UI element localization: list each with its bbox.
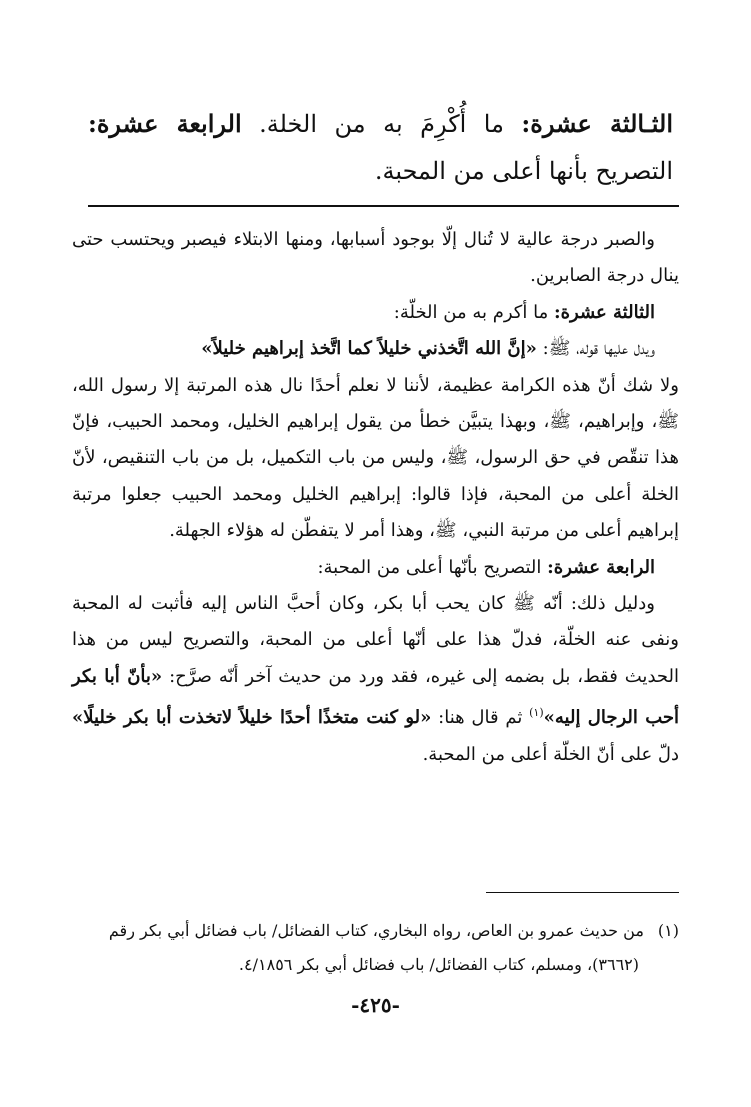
evidence-mid: ثم قال هنا:	[438, 707, 523, 729]
paragraph-explanation: ولا شك أنّ هذه الكرامة عظيمة، لأننا لا نعلم أحدًا نال هذه المرتبة إلا رسول الله، ﷺ، وإبراهيم، ﷺ، وبهذا يتبيَّن خطأ من يقول إبراهيم الخليل، ومحمد الحبيب، فإنّ هذا تنقّص في حق الرسول، ﷺ، وليس من باب التكميل، بل من باب التنقيص، لأنّ الخلة أعلى من المحبة، فإذا قالوا: إبراهيم الخليل ومحمد الحبيب جعلوا مرتبة إبراهيم أعلى من مرتبة النبي، ﷺ، وهذا أمر لا يتفطّن له هؤلاء الجهلة.	[72, 374, 679, 542]
footnote	[72, 914, 679, 982]
header-term-13-text: ما أُكْرِمَ به من الخلة.	[259, 110, 504, 138]
paragraph-evidence	[72, 586, 679, 773]
main-text	[72, 222, 679, 773]
footnote-text-1: من حديث عمرو بن العاص، رواه البخاري، كتاب الفضائل/ باب فضائل أبي بكر رقم	[108, 921, 644, 940]
header-term-14-label: الرابعة عشرة:	[88, 109, 242, 138]
evidence-text: ودليل ذلك: أنّه ﷺ كان يحب أبا بكر، وكان أحبَّ الناس إليه فأثبت له المحبة ونفى عنه الخلّة، فدلّ هذا على أنّها أعلى من المحبة، والتصريح ليس من هذا الحديث فقط، بل بضمه إلى غيره، فقد ورد من حديث آخر أنّه صرَّح:	[72, 593, 679, 687]
footnote-divider	[486, 892, 679, 893]
header-term-13-label: الثـالثة عشرة:	[521, 109, 673, 138]
hadith-intro: ويدل عليها قوله، ﷺ:	[542, 338, 655, 360]
section-14-heading	[72, 550, 679, 586]
paragraph-hadith-khalil	[72, 331, 679, 367]
header-divider	[88, 205, 679, 207]
footnote-label: (١)	[657, 921, 679, 940]
page-header	[88, 100, 673, 195]
section-14-label: الرابعة عشرة:	[547, 556, 655, 578]
hadith-quote-khalil: «إنَّ الله اتَّخذني خليلاً كما اتَّخذ إبراهيم خليلاً»	[201, 338, 537, 360]
footnote-line-2: (٣٦٦٢)، ومسلم، كتاب الفضائل/ باب فضائل أبي بكر ٤/١٨٥٦.	[238, 955, 639, 974]
section-13-heading	[72, 295, 679, 331]
header-line-2: أعلى من المحبة.	[374, 157, 542, 185]
footnote-line-1	[72, 914, 679, 948]
hadith-quote-khalil-abu-bakr: «لو كنت متخذًا أحدًا خليلاً لاتخذت أبا بكر خليلًا»	[72, 707, 432, 729]
header-term-14-text: التصريح بأنها	[548, 157, 673, 185]
hadith-quote-abu-bakr: «بأنّ أبا بكر أحب الرجال إليه»	[72, 665, 679, 729]
section-13-label: الثالثة عشرة:	[553, 301, 655, 323]
paragraph-patience: والصبر درجة عالية لا تُنال إلّا بوجود أسبابها، ومنها الابتلاء فيصبر ويحتسب حتى ينال درجة الصابرين.	[72, 229, 679, 287]
section-14-text: التصريح بأنّها أعلى من المحبة:	[317, 556, 542, 578]
evidence-end: دلّ على أنّ الخلّة أعلى من المحبة.	[422, 743, 679, 765]
page-number: -٤٢٥-	[351, 993, 400, 1017]
footnote-reference[interactable]: (١)	[529, 706, 544, 720]
section-13-text: ما أكرم به من الخلّة:	[393, 301, 549, 323]
